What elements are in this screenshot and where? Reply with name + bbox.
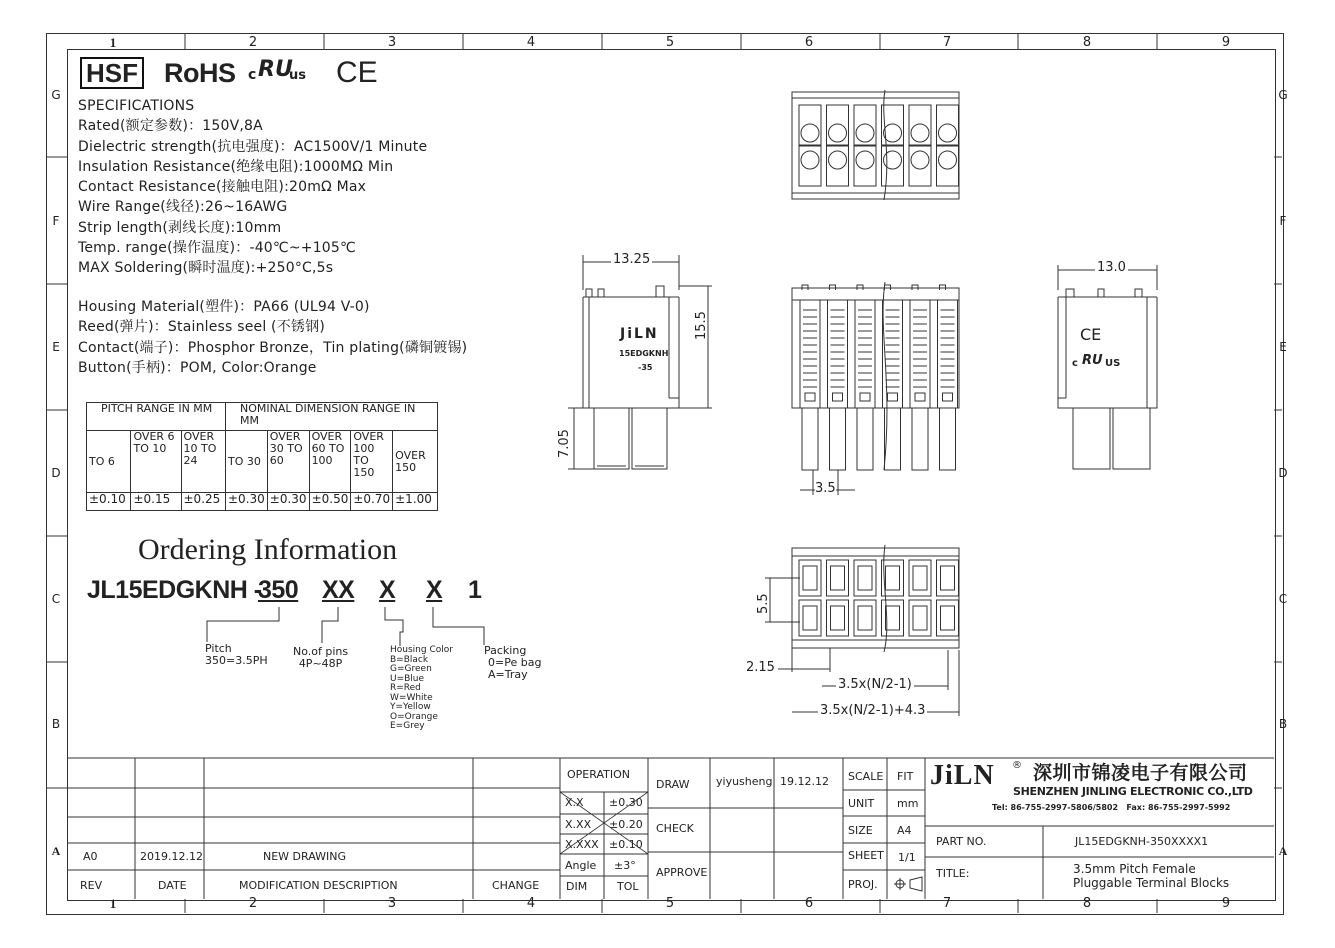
pitch-code: 350	[258, 576, 299, 604]
revision-date: 2019.12.12	[140, 850, 203, 863]
right-ul-logo: RU	[1082, 353, 1103, 368]
ul-c-mark: c	[248, 67, 257, 83]
spec-line-temp-range: Temp. range(操作温度)：-40℃~+105℃	[78, 240, 356, 257]
color-white: W=White	[390, 692, 433, 703]
title-line-1: 3.5mm Pitch Female	[1073, 862, 1196, 876]
col-8-bottom: 8	[1082, 896, 1092, 911]
packing-tray: A=Tray	[488, 668, 528, 681]
col-5-bottom: 5	[665, 896, 675, 911]
op-tol-2: ±0.20	[609, 818, 643, 831]
material-button: Button(手柄)：POM, Color:Orange	[78, 359, 317, 376]
tol-value-5: ±0.30	[267, 493, 309, 511]
col-1-bottom: 1	[109, 896, 117, 911]
row-f-right: F	[1279, 214, 1287, 228]
row-b-right: B	[1278, 717, 1288, 731]
row-g-left: G	[51, 88, 61, 102]
dim-width-right: 13.0	[1097, 260, 1126, 275]
row-a-right: A	[1278, 844, 1288, 858]
op-tol-3: ±0.10	[609, 838, 643, 851]
packing-pe-bag: 0=Pe bag	[488, 656, 542, 669]
op-tol-4: ±3°	[614, 859, 636, 872]
material-reed: Reed(弹片)：Stainless seel (不锈钢)	[78, 319, 325, 336]
company-english-name: SHENZHEN JINLING ELECTRONIC CO.,LTD	[1013, 785, 1253, 798]
tol-pitch-range-2: OVER 6 TO 10	[131, 431, 181, 493]
dim-column-label: DIM	[566, 880, 588, 893]
change-column-label: CHANGE	[492, 879, 540, 892]
tol-nominal-range-3: OVER 60 TO 100	[309, 431, 351, 493]
color-grey: E=Grey	[390, 721, 425, 731]
modification-column-label: MODIFICATION DESCRIPTION	[239, 879, 398, 892]
hsf-logo: HSF	[80, 57, 144, 89]
sheet-label: SHEET	[848, 849, 884, 862]
spec-line-strip-length: Strip length(剥线长度):10mm	[78, 219, 282, 236]
col-7-top: 7	[942, 35, 952, 50]
row-e-right: E	[1279, 340, 1287, 354]
row-e-left: E	[52, 340, 60, 354]
spec-line-soldering: MAX Soldering(瞬时温度):+250°C,5s	[78, 260, 334, 277]
tol-value-2: ±0.15	[131, 493, 181, 511]
col-7-bottom: 7	[942, 896, 952, 911]
tol-value-6: ±0.50	[309, 493, 351, 511]
company-chinese-name: 深圳市锦凌电子有限公司	[1033, 762, 1248, 784]
color-red: R=Red	[390, 683, 421, 693]
tol-header-pitch: PITCH RANGE IN MM	[87, 403, 226, 431]
scale-label: SCALE	[848, 770, 884, 783]
material-contact: Contact(端子)：Phosphor Bronze，Tin plating(磷铜镀锡)	[78, 339, 468, 356]
tol-column-label: TOL	[617, 880, 639, 893]
col-6-bottom: 6	[804, 896, 814, 911]
part-base: JL15EDGKNH -	[87, 576, 262, 604]
dim-offset: 2.15	[746, 660, 775, 675]
color-orange: O=Orange	[390, 711, 438, 722]
dim-pin-length: 7.05	[557, 429, 572, 458]
size-label: SIZE	[848, 824, 873, 837]
col-1-top: 1	[109, 35, 117, 50]
row-a-left: A	[51, 844, 61, 858]
size-value: A4	[897, 824, 912, 837]
revision-description: NEW DRAWING	[263, 850, 347, 863]
tol-nominal-range-2: OVER 30 TO 60	[267, 431, 309, 493]
registered-mark-icon: ®	[1012, 760, 1022, 771]
color-blue: U=Blue	[390, 673, 425, 684]
dim-pitch: 3.5	[815, 481, 836, 496]
tol-nominal-range-5: OVER 150	[393, 431, 438, 493]
pins-code: XX	[322, 576, 355, 604]
spec-line-rated: Rated(额定参数)：150V,8A	[78, 118, 263, 135]
tol-value-3: ±0.25	[181, 493, 226, 511]
col-3-top: 3	[387, 35, 397, 50]
col-4-top: 4	[526, 35, 536, 50]
pitch-label: Pitch	[205, 642, 232, 655]
spec-line-insulation: Insulation Resistance(绝缘电阻):1000MΩ Min	[78, 158, 394, 175]
packing-label: Packing	[484, 644, 527, 657]
tol-value-8: ±1.00	[393, 493, 438, 511]
sheet-value: 1/1	[898, 851, 916, 864]
unit-value: mm	[897, 797, 919, 810]
tol-nominal-range-1: TO 30	[226, 431, 268, 493]
col-2-bottom: 2	[248, 896, 258, 911]
ul-us-mark: us	[289, 68, 306, 83]
scale-value: FIT	[897, 770, 914, 783]
color-label: Housing Color	[390, 645, 453, 655]
projection-label: PROJ.	[848, 878, 878, 891]
col-4-bottom: 4	[526, 896, 536, 911]
draw-date: 19.12.12	[780, 775, 829, 788]
op-dim-4: Angle	[565, 859, 597, 872]
col-3-bottom: 3	[387, 896, 397, 911]
rev-column-label: REV	[80, 879, 103, 892]
op-dim-1: X.X	[565, 796, 584, 809]
color-code: X	[379, 576, 396, 604]
tol-pitch-range-1: TO 6	[87, 431, 131, 493]
pitch-value: 350=3.5PH	[205, 654, 268, 667]
operation-label: OPERATION	[567, 768, 630, 781]
tol-value-1: ±0.10	[87, 493, 131, 511]
spec-line-contact-resistance: Contact Resistance(接触电阻):20mΩ Max	[78, 179, 367, 196]
col-6-top: 6	[804, 35, 814, 50]
side-model-label: 15EDGKNH	[619, 349, 669, 358]
tol-header-nominal: NOMINAL DIMENSION RANGE IN MM	[226, 403, 438, 431]
op-tol-1: ±0.30	[609, 796, 643, 809]
row-d-left: D	[51, 466, 61, 480]
row-c-left: C	[51, 592, 61, 606]
row-d-right: D	[1278, 466, 1288, 480]
suffix-code: 1	[468, 576, 482, 604]
date-column-label: DATE	[158, 879, 187, 892]
title-label: TITLE:	[936, 867, 970, 880]
dim-row-spacing: 5.5	[756, 593, 771, 614]
row-f-left: F	[52, 214, 60, 228]
color-yellow: Y=Yellow	[390, 702, 431, 712]
title-line-2: Pluggable Terminal Blocks	[1073, 876, 1230, 890]
pins-value: 4P~48P	[298, 657, 343, 670]
right-ul-us: US	[1105, 358, 1121, 369]
revision-code: A0	[83, 850, 98, 863]
col-9-top: 9	[1221, 35, 1231, 50]
company-logo: JiLN	[930, 760, 995, 791]
op-dim-2: X.XX	[565, 818, 592, 831]
color-green: G=Green	[390, 664, 432, 674]
ce-logo: CE	[336, 56, 378, 89]
col-8-top: 8	[1082, 35, 1092, 50]
drawer-name: yiyusheng	[716, 775, 773, 788]
dim-width-side: 13.25	[613, 252, 651, 267]
row-c-right: C	[1278, 592, 1288, 606]
col-5-top: 5	[665, 35, 675, 50]
rohs-logo: RoHS	[164, 58, 236, 88]
tol-nominal-range-4: OVER 100 TO 150	[351, 431, 393, 493]
col-2-top: 2	[248, 35, 258, 50]
spec-line-dielectric: Dielectric strength(抗电强度)：AC1500V/1 Minute	[78, 138, 428, 155]
part-no-value: JL15EDGKNH-350XXXX1	[1075, 835, 1209, 848]
row-g-right: G	[1278, 88, 1288, 102]
side-brand-label: JiLN	[620, 326, 659, 342]
draw-label: DRAW	[656, 778, 690, 791]
ul-logo: RU	[258, 57, 293, 82]
right-ce-mark: CE	[1080, 325, 1102, 344]
spec-line-wire-range: Wire Range(线径):26~16AWG	[78, 199, 288, 216]
dim-span-pitch: 3.5x(N/2-1)	[838, 677, 912, 692]
approve-label: APPROVE	[656, 866, 708, 879]
right-ul-c: c	[1072, 358, 1078, 369]
packing-code: X	[426, 576, 443, 604]
ordering-title: Ordering Information	[138, 533, 398, 566]
unit-label: UNIT	[848, 797, 875, 810]
dim-span-total: 3.5x(N/2-1)+4.3	[820, 703, 926, 718]
dim-height: 15.5	[694, 311, 709, 340]
op-dim-3: X.XXX	[565, 838, 599, 851]
tol-value-4: ±0.30	[226, 493, 268, 511]
row-b-left: B	[51, 717, 61, 731]
check-label: CHECK	[656, 822, 694, 835]
pins-label: No.of pins	[293, 645, 349, 658]
company-contact: Tel: 86-755-2997-5806/5802 Fax: 86-755-2997-5992	[992, 803, 1231, 812]
spec-title: SPECIFICATIONS	[78, 98, 195, 114]
tol-pitch-range-3: OVER 10 TO 24	[181, 431, 226, 493]
col-9-bottom: 9	[1221, 896, 1231, 911]
tol-value-7: ±0.70	[351, 493, 393, 511]
color-black: B=Black	[390, 654, 429, 665]
side-model-suffix: -35	[638, 363, 653, 372]
material-housing: Housing Material(塑件)：PA66 (UL94 V-0)	[78, 299, 370, 315]
part-no-label: PART NO.	[936, 835, 987, 848]
